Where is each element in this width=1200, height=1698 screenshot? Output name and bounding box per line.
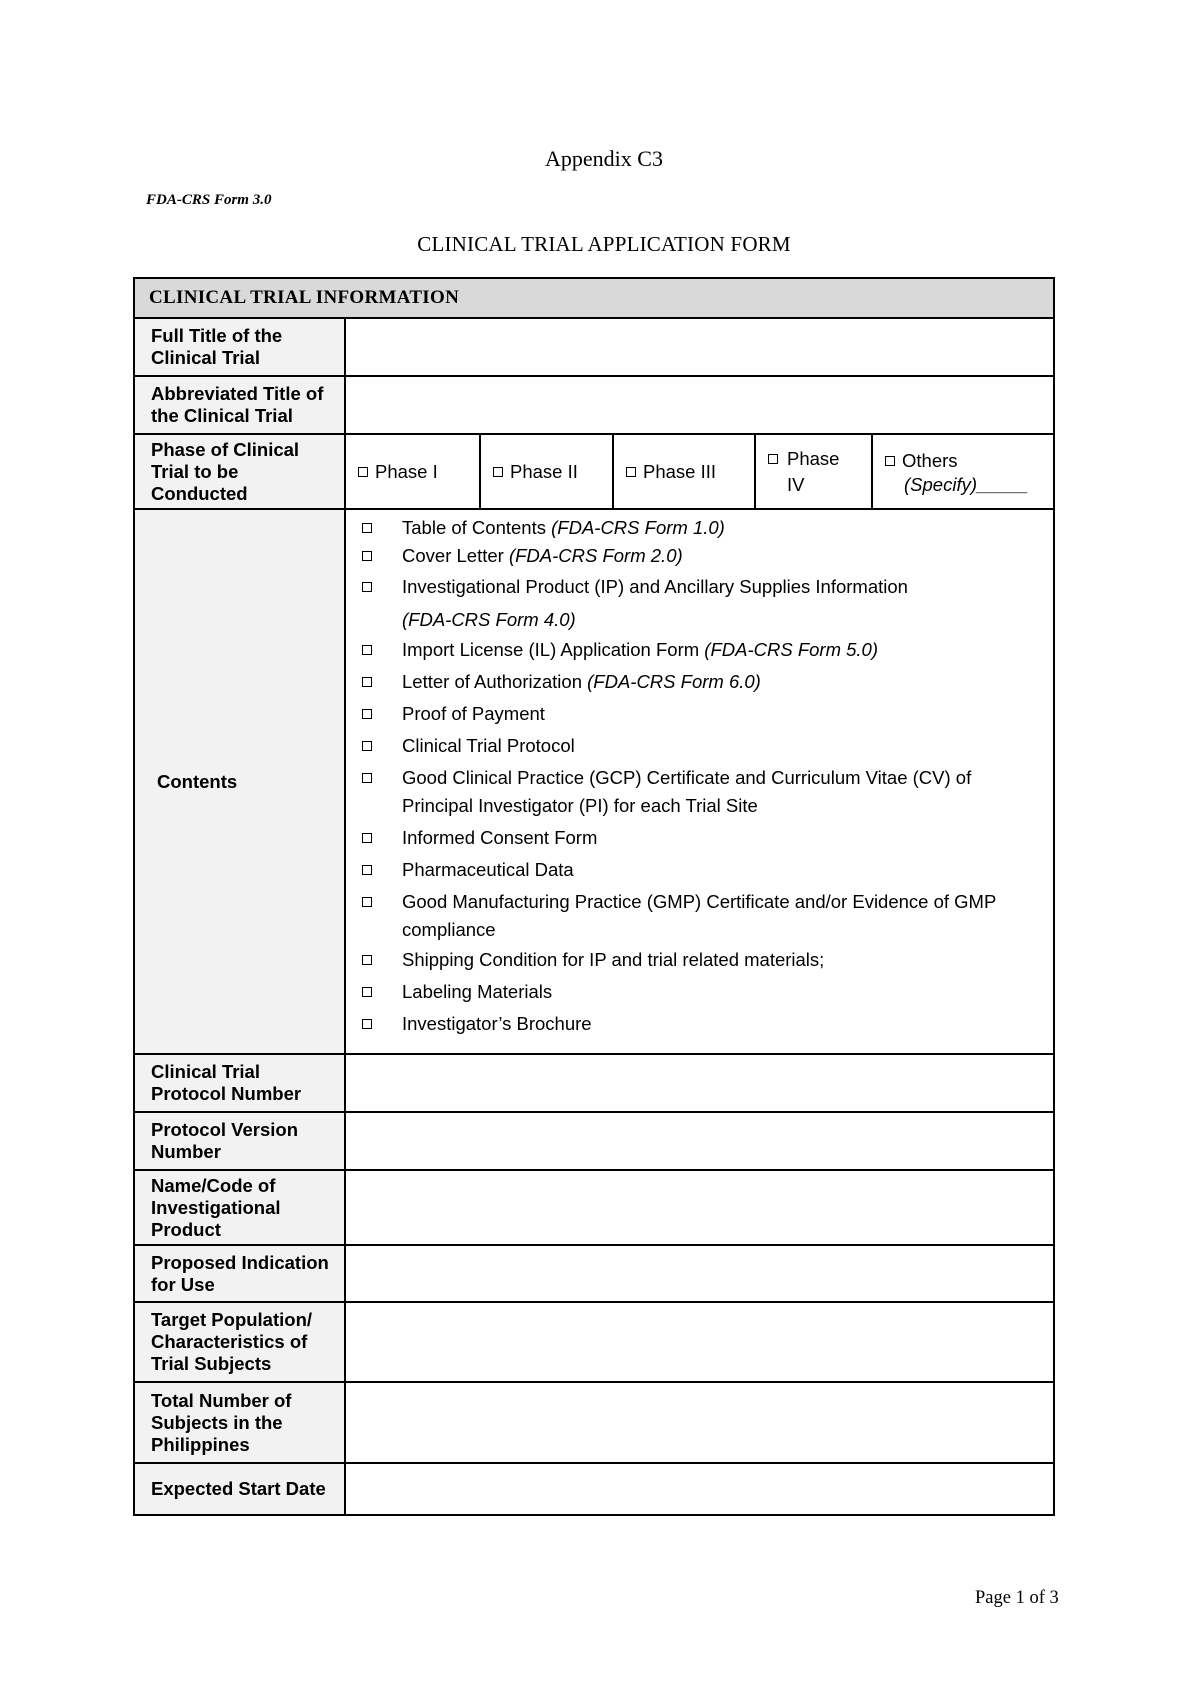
list-item: Informed Consent Form bbox=[346, 824, 1053, 852]
list-item: Proof of Payment bbox=[346, 700, 1053, 728]
total-subjects-field[interactable] bbox=[345, 1382, 1054, 1463]
phase-option-4[interactable]: Phase IV bbox=[755, 435, 872, 508]
page-number: Page 1 of 3 bbox=[975, 1588, 1059, 1608]
checkbox-icon[interactable] bbox=[362, 833, 372, 843]
protocol-version-field[interactable] bbox=[345, 1112, 1054, 1170]
phase-option-2[interactable]: Phase II bbox=[480, 435, 613, 508]
clinical-trial-table bbox=[133, 277, 1055, 1516]
start-date-field[interactable] bbox=[345, 1463, 1054, 1515]
checkbox-icon[interactable] bbox=[362, 645, 372, 655]
checkbox-icon[interactable] bbox=[362, 582, 372, 592]
checkbox-icon[interactable] bbox=[493, 467, 503, 477]
population-field[interactable] bbox=[345, 1302, 1054, 1382]
checkbox-icon[interactable] bbox=[362, 987, 372, 997]
contents-label: Contents bbox=[134, 509, 345, 1054]
checkbox-icon[interactable] bbox=[362, 709, 372, 719]
list-item: Investigational Product (IP) and Ancillary Supplies Information (FDA-CRS Form 4.0) bbox=[346, 570, 1053, 636]
checkbox-icon[interactable] bbox=[362, 955, 372, 965]
phase-option-1[interactable]: Phase I bbox=[346, 435, 480, 508]
checkbox-icon[interactable] bbox=[362, 865, 372, 875]
list-item: Table of Contents (FDA-CRS Form 1.0) bbox=[346, 514, 1053, 542]
form-title: CLINICAL TRIAL APPLICATION FORM bbox=[417, 232, 791, 256]
checkbox-icon[interactable] bbox=[362, 741, 372, 751]
checkbox-icon[interactable] bbox=[362, 551, 372, 561]
full-title-field[interactable] bbox=[345, 318, 1054, 376]
list-item: Clinical Trial Protocol bbox=[346, 732, 1053, 760]
phase-label: Phase of Clinical Trial to be Conducted bbox=[134, 434, 345, 509]
protocol-number-field[interactable] bbox=[345, 1054, 1054, 1112]
checkbox-icon[interactable] bbox=[362, 523, 372, 533]
list-item: Import License (IL) Application Form (FDA-CRS Form 5.0) bbox=[346, 636, 1053, 664]
appendix-title: Appendix C3 bbox=[545, 146, 663, 171]
phase-options bbox=[345, 434, 1054, 509]
population-label: Target Population/ Characteristics of Trial Subjects bbox=[134, 1302, 345, 1382]
phase-option-others[interactable]: Others (Specify)_____ bbox=[872, 435, 1053, 508]
checkbox-icon[interactable] bbox=[362, 1019, 372, 1029]
checkbox-icon[interactable] bbox=[358, 467, 368, 477]
phase-option-3[interactable]: Phase III bbox=[613, 435, 755, 508]
contents-checklist bbox=[345, 509, 1054, 1054]
indication-label: Proposed Indication for Use bbox=[134, 1245, 345, 1302]
product-field[interactable] bbox=[345, 1170, 1054, 1245]
list-item: Investigator’s Brochure bbox=[346, 1010, 1053, 1038]
others-specify: (Specify)_____ bbox=[904, 473, 1029, 495]
total-subjects-label: Total Number of Subjects in the Philippines bbox=[134, 1382, 345, 1463]
full-title-label: Full Title of the Clinical Trial bbox=[134, 318, 345, 376]
checkbox-icon[interactable] bbox=[362, 773, 372, 783]
list-item: Shipping Condition for IP and trial related materials; bbox=[346, 946, 1053, 974]
indication-field[interactable] bbox=[345, 1245, 1054, 1302]
list-item: Good Manufacturing Practice (GMP) Certificate and/or Evidence of GMP compliance bbox=[346, 888, 1053, 944]
checkbox-icon[interactable] bbox=[885, 456, 895, 466]
list-item: Labeling Materials bbox=[346, 978, 1053, 1006]
section-header: CLINICAL TRIAL INFORMATION bbox=[134, 278, 1054, 318]
protocol-number-label: Clinical Trial Protocol Number bbox=[134, 1054, 345, 1112]
list-item: Letter of Authorization (FDA-CRS Form 6.0) bbox=[346, 668, 1053, 696]
checkbox-icon[interactable] bbox=[626, 467, 636, 477]
form-number: FDA-CRS Form 3.0 bbox=[146, 192, 272, 208]
checkbox-icon[interactable] bbox=[362, 897, 372, 907]
list-item: Pharmaceutical Data bbox=[346, 856, 1053, 884]
protocol-version-label: Protocol Version Number bbox=[134, 1112, 345, 1170]
checkbox-icon[interactable] bbox=[768, 454, 778, 464]
abbrev-title-label: Abbreviated Title of the Clinical Trial bbox=[134, 376, 345, 434]
product-label: Name/Code of Investigational Product bbox=[134, 1170, 345, 1245]
abbrev-title-field[interactable] bbox=[345, 376, 1054, 434]
checkbox-icon[interactable] bbox=[362, 677, 372, 687]
list-item: Cover Letter (FDA-CRS Form 2.0) bbox=[346, 542, 1053, 570]
start-date-label: Expected Start Date bbox=[134, 1463, 345, 1515]
list-item: Good Clinical Practice (GCP) Certificate and Curriculum Vitae (CV) of Principal Investigator (PI) for each Trial Site bbox=[346, 764, 1053, 820]
